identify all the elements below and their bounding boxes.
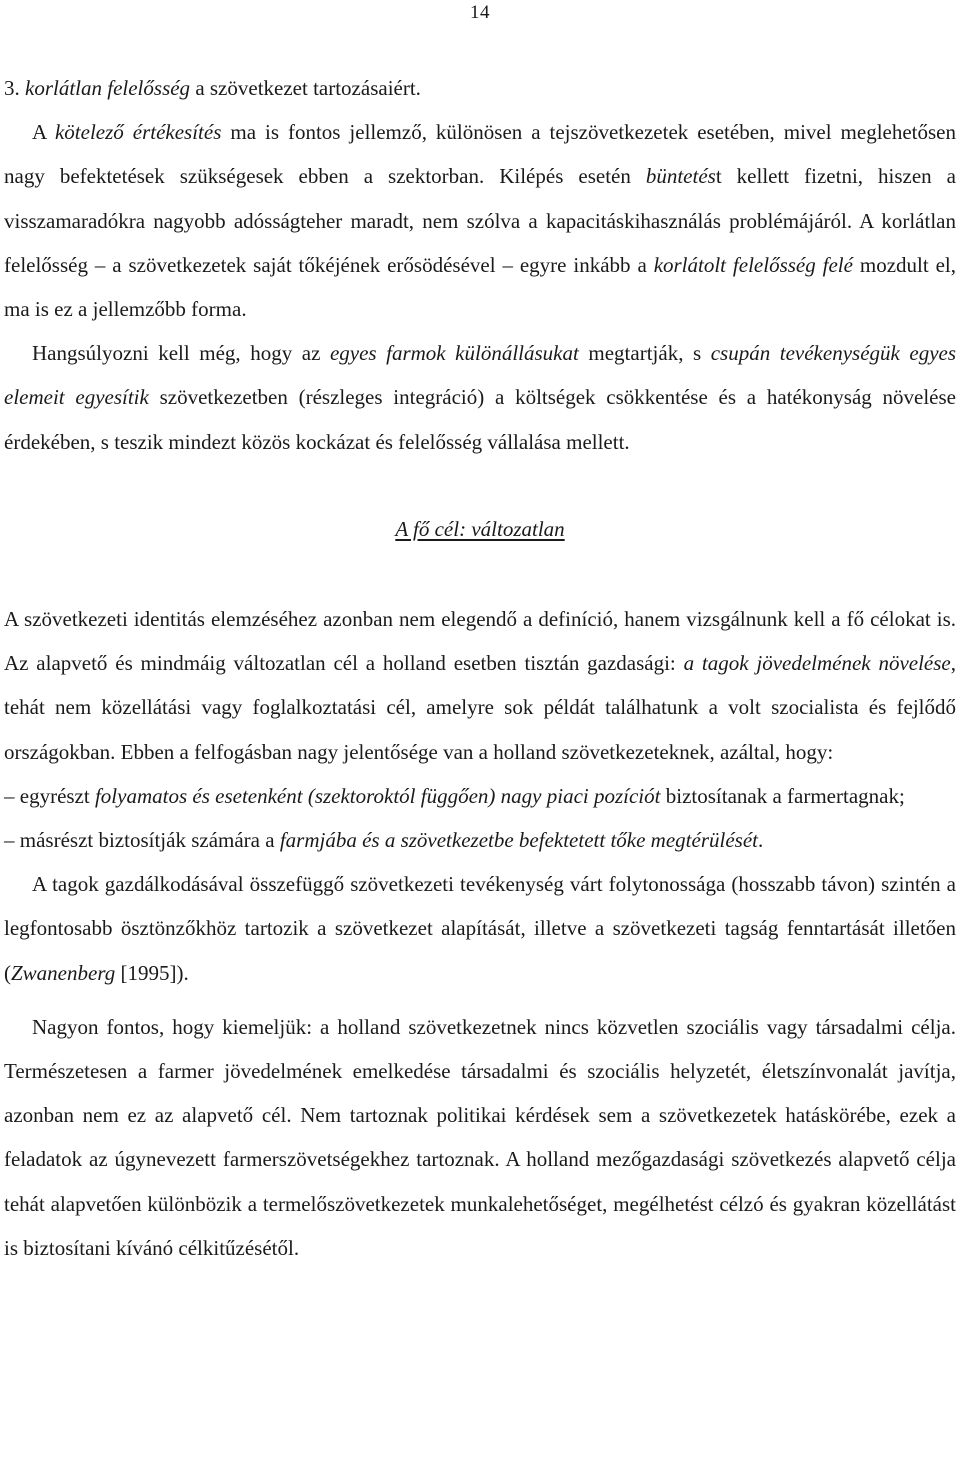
paragraph-list-item-3 [4,66,956,110]
emphasis: a tagok jövedelmének növelése [683,651,951,676]
emphasis: korlátolt felelősség felé [653,252,853,277]
text-run: megtartják, s [578,341,711,366]
emphasis: büntetés [645,164,716,189]
paragraph-mandatory-sales [4,110,956,331]
dash-item-market-position [4,774,956,818]
paragraph-no-social-goal [4,1005,956,1270]
text-run: biztosítanak a farmertagnak; [660,783,905,808]
emphasis: folyamatos és esetenként (szektoroktól függően) nagy piaci pozíciót [94,783,661,808]
text-run: szövetkezetben (részleges integráció) a költségek csökkentése és a hatékonyság növelése érdekében, s teszik mindezt közös kockázat és felelősség vállalása mellett. [4,385,957,454]
text-run: Nagyon fontos, hogy kiemeljük: a holland szövetkezetnek nincs közvetlen szociális vagy társadalmi célja. Természetesen a farmer jövedelmének emelkedése társadalmi és szociális helyzetét, életszínvonalát javítja, azonban nem ez az alapvető cél. Nem tartoznak politikai kérdések sem a szövetkezetek hatáskörébe, ezek a feladatok az úgynevezett farmerszövetségekhez tartoznak. A holland mezőgazdasági szövetkezés alapvető célja tehát alapvetően különbözik a termelőszövetkezetek munkalehetőséget, megélhetést célzó és gyakran közellátást is biztosítani kívánó célkitűzésétől. [4,1014,956,1260]
text-run: ma is fontos jellemző, különösen a tejszövetkezetek esetében, mivel meglehetősen nagy befektetések szükségesek ebben a szektorban. Kilépés esetén [4,120,956,189]
text-run: a szövetkezet tartozásaiért. [190,76,421,100]
text-run: A szövetkezeti identitás elemzéséhez azonban nem elegendő a definíció, hanem vizsgálnunk kell a fő célokat is. Az alapvető és mindmáig változatlan cél a holland esetben tisztán gazdasági: [4,607,956,676]
text-run: A [32,120,55,145]
text-run: – másrészt biztosítják számára a [4,828,280,853]
text-run: . [757,828,764,853]
document-body [4,66,956,1270]
text-run: mozdult el, ma is ez a jellemzőbb forma. [4,252,956,322]
text-run: [1995]). [115,960,189,985]
emphasis: farmjába és a szövetkezetbe befektetett tőke megtérülését [279,828,758,853]
paragraph-farm-independence [4,331,956,464]
paragraph-main-goal [4,597,956,774]
section-heading: A fő cél: változatlan [395,516,565,541]
paragraph-continuity [4,862,956,995]
text-run: 3. [4,76,25,100]
emphasis: korlátlan felelősség [25,76,191,100]
text-run: t kellett fizetni, hiszen a visszamaradókra nagyobb adósságteher maradt, nem szólva a kapacitáskihasználás problémájáról. A korlátlan felelősség – a szövetkezetek saját tőkéjének erősödésével – egyre inkább a [4,164,956,277]
dash-item-capital-return [4,818,956,862]
emphasis: csupán tevékenységük egyes elemeit egyesítik [4,341,957,410]
text-run: Hangsúlyozni kell még, hogy az [32,341,330,366]
emphasis: kötelező értékesítés [54,120,222,145]
text-run: A tagok gazdálkodásával összefüggő szövetkezeti tevékenység várt folytonossága (hosszabb távon) szintén a legfontosabb ösztönzőkhöz tartozik a szövetkezet alapítását, illetve a szövetkezeti tagság fenntartását illetően ( [4,872,956,985]
page-number: 14 [470,2,490,23]
text-run: – egyrészt [4,783,95,808]
emphasis: egyes farmok különállásukat [329,341,579,366]
citation-author: Zwanenberg [11,960,116,985]
text-run: , tehát nem közellátási vagy foglalkoztatási cél, amelyre sok példát találhatunk a volt szocialista és fejlődő országokban. Ebben a felfogásban nagy jelentősége van a holland szövetkezeteknek, azáltal, hogy: [4,651,956,764]
